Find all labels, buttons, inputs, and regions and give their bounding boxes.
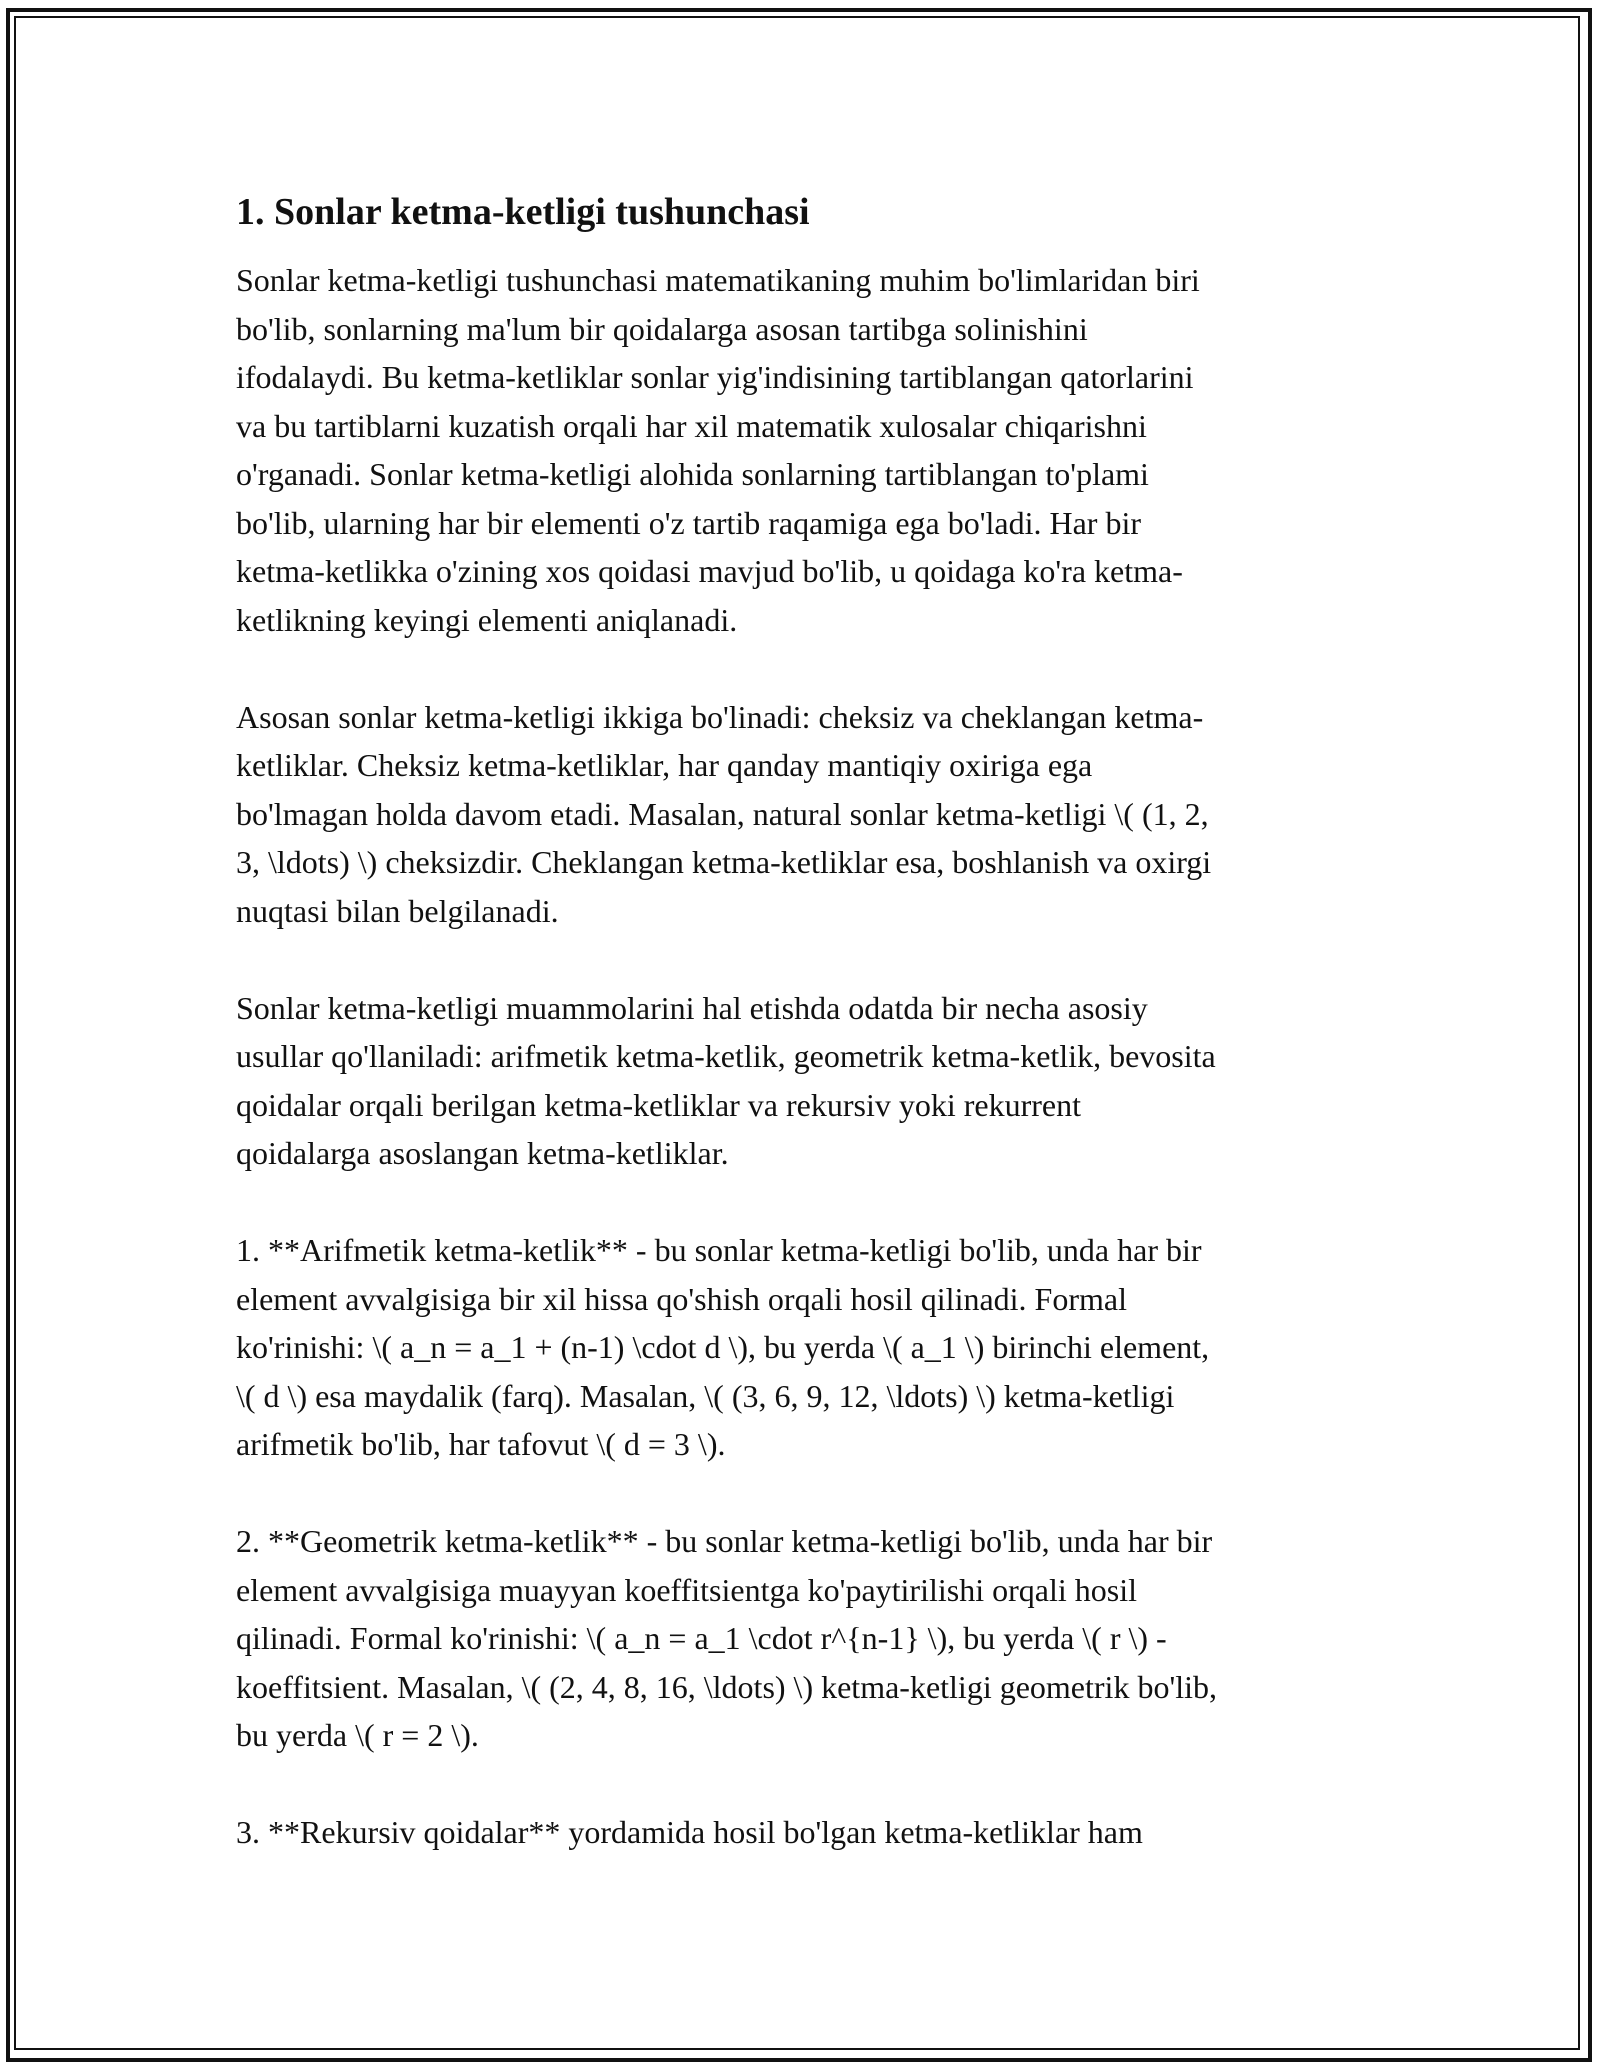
text-line: bu yerda \( r = 2 \). xyxy=(236,1717,479,1753)
text-line: Sonlar ketma-ketligi muammolarini hal etishda odatda bir necha asosiy xyxy=(236,989,1148,1026)
text-line: element avvalgisiga bir xil hissa qo'shish orqali hosil qilinadi. Formal xyxy=(236,1280,1127,1317)
paragraph xyxy=(236,256,1366,644)
text-line: qoidalar orqali berilgan ketma-ketliklar va rekursiv yoki rekurrent xyxy=(236,1086,1082,1123)
text-line: usullar qo'llaniladi: arifmetik ketma-ketlik, geometrik ketma-ketlik, bevosita xyxy=(236,1038,1216,1074)
text-line: bo'lmagan holda davom etadi. Masalan, natural sonlar ketma-ketligi \( (1, 2, xyxy=(236,795,1209,832)
text-line: koeffitsient. Masalan, \( (2, 4, 8, 16, \ldots) \) ketma-ketligi geometrik bo'lib, xyxy=(236,1668,1217,1705)
text-line: ko'rinishi: \( a_n = a_1 + (n-1) \cdot d \), bu yerda \( a_1 \) birinchi element, xyxy=(236,1329,1210,1365)
text-line: 3. **Rekursiv qoidalar** yordamida hosil bo'lgan ketma-ketliklar ham xyxy=(236,1814,1143,1850)
text-line: ketliklar. Cheksiz ketma-ketliklar, har qanday mantiqiy oxiriga ega xyxy=(236,747,1093,783)
text-line: ketma-ketlikka o'zining xos qoidasi mavjud bo'lib, u qoidaga ko'ra ketma- xyxy=(236,553,1183,589)
paragraph xyxy=(236,1226,1366,1469)
text-line: bo'lib, sonlarning ma'lum bir qoidalarga asosan tartibga solinishini xyxy=(236,310,1088,347)
paragraph xyxy=(236,1517,1366,1760)
text-line: 3, \ldots) \) cheksizdir. Cheklangan ketma-ketliklar esa, boshlanish va oxirgi xyxy=(236,844,1212,880)
text-line: Sonlar ketma-ketligi tushunchasi matematikaning muhim bo'limlaridan biri xyxy=(236,262,1200,298)
paragraph xyxy=(236,693,1366,936)
text-line: ifodalaydi. Bu ketma-ketliklar sonlar yig'indisining tartiblangan qatorlarini xyxy=(236,359,1194,395)
text-line: o'rganadi. Sonlar ketma-ketligi alohida sonlarning tartiblangan to'plami xyxy=(236,456,1149,492)
text-line: Asosan sonlar ketma-ketligi ikkiga bo'linadi: cheksiz va cheklangan ketma- xyxy=(236,698,1204,735)
text-line: qilinadi. Formal ko'rinishi: \( a_n = a_1 \cdot r^{n-1} \), bu yerda \( r \) - xyxy=(236,1620,1167,1656)
text-line: \( d \) esa maydalik (farq). Masalan, \( (3, 6, 9, 12, \ldots) \) ketma-ketligi xyxy=(236,1377,1175,1414)
text-line: va bu tartiblarni kuzatish orqali har xil matematik xulosalar chiqarishni xyxy=(236,407,1147,444)
document-body xyxy=(236,188,1366,1857)
paragraph-list xyxy=(236,256,1366,1857)
text-line: element avvalgisiga muayyan koeffitsientga ko'paytirilishi orqali hosil xyxy=(236,1571,1137,1608)
section-heading: 1. Sonlar ketma-ketligi tushunchasi xyxy=(236,191,810,233)
text-line: 1. **Arifmetik ketma-ketlik** - bu sonlar ketma-ketligi bo'lib, unda har bir xyxy=(236,1232,1202,1268)
text-line: nuqtasi bilan belgilanadi. xyxy=(236,892,559,929)
paragraph xyxy=(236,984,1366,1178)
text-line: arifmetik bo'lib, har tafovut \( d = 3 \). xyxy=(236,1426,726,1462)
paragraph xyxy=(236,1808,1366,1857)
text-line: 2. **Geometrik ketma-ketlik** - bu sonlar ketma-ketligi bo'lib, unda har bir xyxy=(236,1523,1213,1559)
text-line: bo'lib, ularning har bir elementi o'z tartib raqamiga ega bo'ladi. Har bir xyxy=(236,504,1141,541)
text-line: qoidalarga asoslangan ketma-ketliklar. xyxy=(236,1135,729,1171)
text-line: ketlikning keyingi elementi aniqlanadi. xyxy=(236,601,738,638)
